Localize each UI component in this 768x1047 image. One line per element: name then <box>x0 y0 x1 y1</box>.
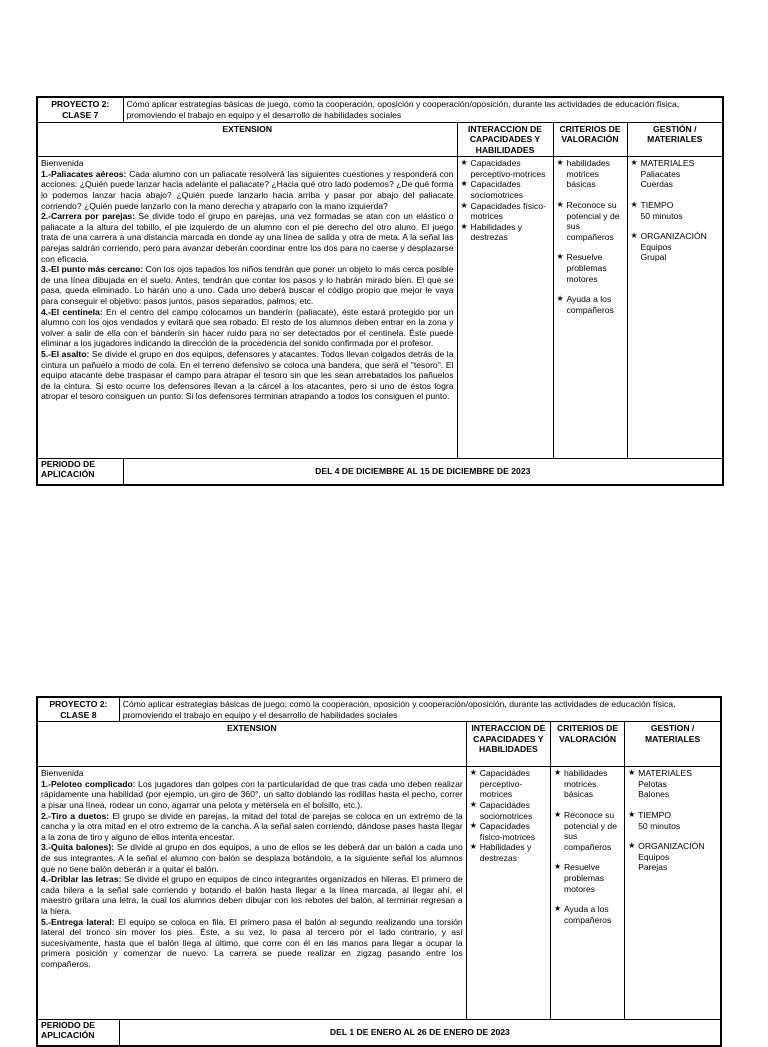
interaction-item: ★ Capacidades físico-motrices <box>461 201 550 222</box>
management-value: 50 minutos <box>640 210 683 221</box>
activity-title: 3.-Quita balones): <box>41 842 115 853</box>
activity-title: 3.-El punto más cercano: <box>41 264 144 275</box>
interaction-header: INTERACCION DE CAPACIDADES Y HABILIDADES <box>457 122 553 157</box>
management-group <box>631 231 720 263</box>
project-class-label <box>37 97 123 122</box>
interaction-item: ★ Capacidades físico-motrices <box>470 821 547 842</box>
activity-title: 2.-Carrera por parejas: <box>41 211 136 222</box>
application-period: DEL 1 DE ENERO AL 26 DE ENERO DE 2023 <box>119 1020 721 1046</box>
activity-text: Con los ojos tapados los niños tendrán que poner un objeto lo más cerca posible de una línea dibujada en el suelo. Antes, tendrán que contar los pasos y lo habrán mirado bien. El que se pasa, queda eliminado. Lo harán uno a uno. Cada uno deberá buscar el código propio que mejor le vaya para conseguir el objetivo: pasos juntos, pasos separados, palmos, etc. <box>41 264 454 306</box>
activity-text: Se divide el grupo en equipos de cinco integrantes organizados en hileras. El primero de cada hilera a la señal sale corriendo y botando el balón hasta llegar a la línea marcada, al llegar ahí, el maestro gritara una letra, la cual los alumnos deben dibujar con los rebotes del balón, al terminar regresan a la hiera. <box>41 874 463 916</box>
extension-header: EXTENSION <box>37 122 457 157</box>
criteria-item: ★ Ayuda a los compañeros <box>554 904 621 925</box>
project-purpose: Cómo aplicar estrategias básicas de juego, como la cooperación, oposición y cooperación/oposición, durante las actividades de educación física, promoviendo el trabajo en equipo y el desarrollo de habilidades sociales <box>123 97 723 122</box>
activity-item <box>41 349 454 402</box>
management-value: Equipos <box>638 851 670 862</box>
activity-item <box>41 169 454 211</box>
activity-title: 2.-Tiro a duetos: <box>41 810 110 821</box>
management-group <box>628 810 717 831</box>
activity-item <box>41 211 454 264</box>
management-value: 50 minutos <box>638 820 681 831</box>
activity-title: 5.-El asalto: <box>41 348 90 359</box>
welcome-text: Bienvenida <box>41 768 84 779</box>
interaction-header: INTERACCION DE CAPACIDADES Y HABILIDADES <box>466 722 550 767</box>
management-group <box>631 158 720 190</box>
management-header: GESTION / MATERIALES <box>625 722 721 767</box>
management-value: Pelotas <box>638 778 667 789</box>
class-7-plan-table <box>36 96 724 486</box>
management-value: Paliacates <box>640 168 681 179</box>
criteria-list <box>553 157 627 459</box>
class-label: CLASE 8 <box>60 709 97 720</box>
activity-text: En el centro del campo colocamos un banderín (paliacate), éste estará protegido por un alumno con los ojos vendados y evitará que sea robado. El resto de los alumnos deben entrar en la zona y volver a salir de ella con el banderín sin hacer ruido para no ser detectados por el centinela. Éste puede eliminar a los jugadores indicando la dirección de la procedencia del sonido confirmada por el profesor. <box>41 306 454 349</box>
extension-activities <box>37 767 466 1020</box>
interaction-item: ★ Capacidades perceptivo-motrices <box>461 158 550 179</box>
welcome-text: Bienvenida <box>41 158 84 169</box>
activity-item <box>41 264 454 306</box>
activity-title: 4.-Driblar las letras: <box>41 874 122 885</box>
management-head: ★ TIEMPO <box>640 200 674 211</box>
activity-title: 4.-El centinela: <box>41 306 103 317</box>
project-label: PROYECTO 2: <box>51 99 110 109</box>
interaction-item: ★ Capacidades sociomotrices <box>470 800 547 821</box>
extension-header: EXTENSION <box>37 722 466 767</box>
activity-title: 1.-Paliacates aéreos: <box>41 168 127 179</box>
activity-text: : Los jugadores dan golpes con la particularidad de que tras cada uno deben realizar rápidamente una habilidad (por ejemplo, un giro de 360°, un salto doblando las rodillas hasta el pecho, correr a pisar una línea, rodear un cono, agarrar una pelota y metérsela en el bolsillo, etc.). <box>41 778 463 810</box>
management-header: GESTIÓN / MATERIALES <box>627 122 723 157</box>
criteria-item: ★ Reconoce su potencial y de sus compañeros <box>557 200 624 242</box>
application-period: DEL 4 DE DICIEMBRE AL 15 DE DICIEMBRE DE 2023 <box>123 459 723 485</box>
activity-text: Se divide el grupo en dos equipos, defensores y atacantes. Todos llevan colgados detrás de la cintura un pañuelo a modo de cola. En el terreno defensivo se coloca una bandera, que será el "tesoro". El equipo atacante debe traspasar el campo para atrapar el tesoro sin que les sean arrebatados los pañuelos de la cintura. Si esto ocurre los defensores llevan a la cárcel a los atacantes, pero si uno de éstos logra atropar el tesoro consiguen un punto. Si los defensores terminan atrapando a todos los consiguen el punto. <box>41 348 454 402</box>
interaction-list <box>457 157 553 459</box>
management-head: ★ TIEMPO <box>638 809 672 820</box>
criteria-item: ★ Resuelve problemas motores <box>554 862 621 894</box>
criteria-item: ★ habilidades motrices básicas <box>554 768 621 800</box>
project-purpose: Cómo aplicar estrategias básicas de juego, como la cooperación, oposición y cooperación/oposición, durante las actividades de educación física, promoviendo el trabajo en equipo y el desarrollo de habilidades sociales <box>119 697 721 722</box>
interaction-list <box>466 767 550 1020</box>
interaction-item: ★ Habilidades y destrezas <box>470 842 547 863</box>
interaction-item: ★ Capacidades sociomotrices <box>461 179 550 200</box>
activity-item <box>41 779 463 811</box>
activity-text: El equipo se coloca en fila. El primero pasa el balón al segundo realizando una torsión lateral del tronco sin mover los pies. Éste, a su vez, lo pasa al tercero por el lado contrario, y así sucesivamente, hasta que el balón llega al último, que corre con él en las manos para llegar a ocupar la primera posición y comenzar de nuevo. La carrera se puede realizar en zigzag pasando entre los compañeros. <box>41 916 463 969</box>
activity-text: Se divide todo el grupo en parejas, una vez formadas se atan con un elástico o paliacate a la altura del tobillo, el pie izquierdo de un alumno con el pie derecho del otro aluno. El juego trata de una carrera a una distancia marcada en donde ay una línea de salida y otra de meta. A la señal las parejas saldrán corriendo, pero para avanzar deberán coordinar entre los dos para no caerse y desplazarse con eficacia. <box>41 211 454 264</box>
class-8-plan-table <box>36 696 722 1047</box>
activity-item <box>41 842 463 874</box>
activity-text: El grupo se divide en parejas, la mitad del total de parejas se coloca en un extremo de la cancha y la otra mitad en el otro extremo de la cancha. A la señal salen corriendo, dándose pases hasta llegar a la zona de tiro y alguno de ellos intenta encestar. <box>41 810 463 842</box>
management-head: ★ MATERIALES <box>638 768 692 779</box>
criteria-item: ★ Reconoce su potencial y de sus compañeros <box>554 810 621 852</box>
management-value: Cuerdas <box>640 179 673 190</box>
criteria-list <box>550 767 624 1020</box>
management-group <box>631 200 720 221</box>
management-value: Balones <box>638 789 670 800</box>
activity-title: 1.-Peloteo complicado <box>41 778 133 789</box>
application-period-label: PERIODO DE APLICACIÓN <box>37 1020 119 1046</box>
criteria-item: ★ Resuelve problemas motores <box>557 252 624 284</box>
activity-item <box>41 811 463 843</box>
criteria-header: CRITERIOS DE VALORACIÓN <box>550 722 624 767</box>
activity-text: Cada alumno con un paliacate resolverá las siguientes cuestiones y responderá con acciones: ¿Quién puede lanzar hacia adelante el paliacate? ¿Hacia qué otro lado podemos? ¿De qué forma lo podemos lanzar hacia abajo? ¿Quién puede lanzarlo hacia arriba y pasar por abajo del paliacate corriendo? ¿Quién puede lanzarlo con la mano derecha y atraparlo con la mano izquierda? <box>41 168 454 211</box>
extension-activities <box>37 157 457 459</box>
project-class-label <box>37 697 119 722</box>
management-value: Equipos <box>640 241 672 252</box>
activity-item <box>41 917 463 970</box>
activity-title: 5.-Entrega lateral: <box>41 916 115 927</box>
criteria-item: ★ Ayuda a los compañeros <box>557 294 624 315</box>
management-list <box>627 157 723 459</box>
activity-item <box>41 874 463 916</box>
application-period-label: PERIODO DE APLICACIÓN <box>37 459 123 485</box>
management-head: ★ MATERIALES <box>640 158 695 169</box>
project-label: PROYECTO 2: <box>49 699 108 709</box>
criteria-item: ★ habilidades motrices básicas <box>557 158 624 190</box>
management-list <box>625 767 721 1020</box>
management-value: Grupal <box>640 252 667 263</box>
class-label: CLASE 7 <box>62 109 99 120</box>
interaction-item: ★ Habilidades y destrezas <box>461 222 550 243</box>
management-head: ★ ORGANIZACIÓN <box>640 231 707 242</box>
activity-item <box>41 307 454 349</box>
criteria-header: CRITERIOS DE VALORACIÓN <box>553 122 627 157</box>
management-group <box>628 841 717 873</box>
management-head: ★ ORGANIZACIÓN <box>638 841 705 852</box>
interaction-item: ★ Capacidades perceptivo-motrices <box>470 768 547 800</box>
management-value: Parejas <box>638 862 668 873</box>
management-group <box>628 768 717 800</box>
activity-text: Se divide al grupo en dos equipos, a uno de ellos se les deberá dar un balón a cada uno de sus integrantes. A la señal el alumno con balón se desplaza botándolo, a la siguiente señal los alumnos que no tiene balón deberán ir a quitar el balón. <box>41 842 463 874</box>
